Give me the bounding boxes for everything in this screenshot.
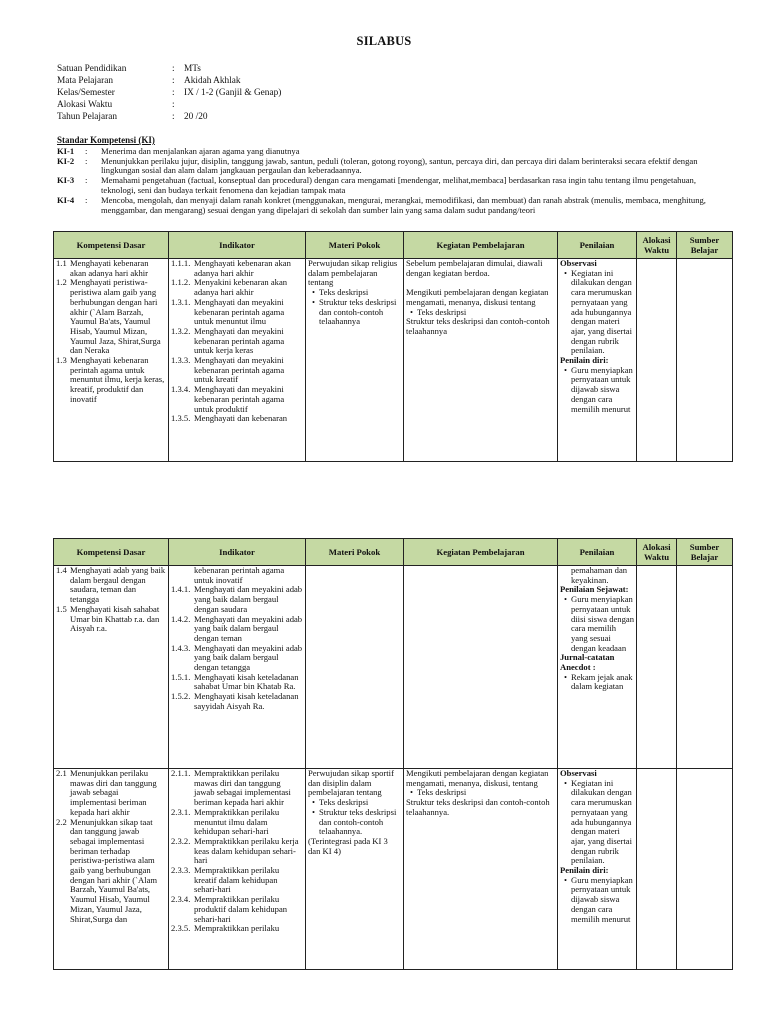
materi-item: • Struktur teks deskripsi dan contoh-contoh telaahannya. [308, 808, 401, 837]
meta-label: Satuan Pendidikan [57, 64, 127, 74]
indikator-item: 1.5.1. Menghayati kisah keteladanan sahabat Umar bin Khatab Ra. [171, 671, 299, 692]
penilaian-item: • Rekam jejak anak dalam kegiatan [560, 673, 634, 692]
header-kegiatan: Kegiatan Pembelajaran [404, 232, 558, 259]
alokasi-cell [637, 259, 677, 462]
bullet-icon: • [563, 594, 567, 605]
table-header-row [54, 539, 733, 566]
indikator-item: 1.4.3. Menghayati dan meyakini adab yang baik dalam bergaul dengan tetangga [171, 642, 303, 673]
kd-item: 1.5 Menghayati kisah sahabat Umar bin Khattab r.a. dan Aisyah r.a. [56, 603, 160, 634]
table-row [54, 259, 733, 462]
materi-cell [306, 259, 404, 462]
meta-label: Tahun Pelajaran [57, 111, 118, 122]
header-kompetensi-dasar: Kompetensi Dasar [54, 539, 169, 566]
meta-value: IX / 1-2 (Ganjil & Genap) [184, 87, 282, 98]
indikator-item: 2.3.5. Mempraktikkan perilaku [171, 923, 280, 934]
penilaian-heading: Penilain diri: [560, 355, 609, 366]
ki-text: Memahami pengetahuan (factual, konseptual dan procedural) dengan cara mengamati [mendengar, melihat,membaca] berdasarkan rasa ingin tahu tentang ilmu pengetahuan, teknologi, seni dan budaya terkait fenomena dan kejadian tampak mata [101, 175, 697, 195]
bullet-icon: • [311, 797, 315, 808]
document-title: SILABUS [356, 34, 412, 48]
penilaian-heading: Penilain diri: [560, 865, 609, 876]
meta-value: 20 /20 [184, 111, 208, 122]
sumber-cell [677, 259, 733, 462]
meta-row-mapel [57, 76, 281, 88]
kegiatan-text: Mengikuti pembelajaran dengan kegiatan mengamati, menanya, diskusi tentang [406, 287, 549, 307]
ki-colon: : [85, 145, 88, 156]
materi-item: • Struktur teks deskripsi dan contoh-contoh telaahannya [308, 298, 401, 327]
ki-text: Mencoba, mengolah, dan menyaji dalam ranah konkret (menggunakan, mengurai, merangkai, memodifikasi, dan membuat) dan ranah abstrak (menulis, membaca, menghitung, menggambar, dan mengarang) sesuai dengan yang dipelajari di sekolah dan sumber lain yang sama dalam sudut pandang/teori [101, 194, 706, 215]
ki-row [57, 196, 732, 216]
alokasi-cell [637, 566, 677, 769]
indikator-item: 1.3.1. Menghayati dan meyakini kebenaran perintah agama untuk menuntut ilmu [171, 296, 285, 327]
meta-value: MTs [184, 64, 201, 74]
header-indikator: Indikator [169, 232, 306, 259]
kd-cell [54, 566, 169, 769]
indikator-item: 1.1.2. Menyakini kebenaran akan adanya hari akhir [171, 277, 288, 298]
meta-row-alokasi [57, 100, 281, 112]
indikator-item: 1.4.2. Menghayati dan meyakini adab yang baik dalam bergaul dengan teman [171, 613, 303, 643]
bullet-icon: • [311, 296, 315, 307]
materi-cell [306, 769, 404, 970]
kegiatan-cell [404, 259, 558, 462]
header-penilaian: Penilaian [558, 232, 637, 259]
kegiatan-text: Struktur teks deskripsi dan contoh-contoh telaahannya. [406, 797, 550, 817]
kegiatan-text: Mengikuti pembelajaran dengan kegiatan mengamati, menanya, diskusi, tentang [406, 768, 549, 788]
indikator-cell [169, 769, 306, 970]
table-row [54, 769, 733, 970]
materi-cell [306, 566, 404, 769]
materi-intro: Perwujudan sikap religius dalam pembelajaran tentang [308, 258, 398, 288]
ki-row [57, 157, 732, 177]
ki-colon: : [85, 194, 88, 205]
ki-text: Menunjukkan perilaku jujur, disiplin, tanggung jawab, santun, peduli (toleran, gotong royong), santun, percaya diri, dan percaya diri dalam berinteraksi secara efektif dengan lingkungan sosial dan alam dalam jangkauan pergaulan dan keberadaannya. [101, 155, 698, 176]
meta-row-kelas [57, 88, 281, 100]
kd-cell [54, 769, 169, 970]
header-kompetensi-dasar: Kompetensi Dasar [54, 232, 169, 259]
kegiatan-text: Sebelum pembelajaran dimulai, diawali dengan kegiatan berdoa. [406, 258, 543, 278]
header-kegiatan: Kegiatan Pembelajaran [404, 539, 558, 566]
indikator-item: 2.3.4. Mempraktikkan perilaku produktif dalam kehidupan sehari-hari [171, 894, 288, 924]
kegiatan-item: • Teks deskripsi [406, 308, 555, 318]
indikator-item: 2.3.1. Mempraktikkan perilaku menuntut ilmu dalam kehidupan sehari-hari [171, 806, 280, 837]
ki-code: KI-3 [57, 175, 75, 186]
ki-colon: : [85, 155, 88, 166]
header-sumber: Sumber Belajar [677, 539, 733, 566]
meta-row-satuan [57, 64, 281, 76]
header-alokasi: Alokasi Waktu [637, 232, 677, 259]
sumber-cell [677, 566, 733, 769]
meta-colon: : [172, 111, 175, 122]
indikator-item: 1.3.2. Menghayati dan meyakini kebenaran perintah agama untuk kerja keras [171, 325, 285, 356]
meta-row-tahun [57, 112, 281, 124]
indikator-item: 1.1.1. Menghayati kebenaran akan adanya hari akhir [171, 258, 291, 278]
header-materi-pokok: Materi Pokok [306, 539, 404, 566]
indikator-item: 2.3.2. Mempraktikkan perilaku kerja keas dalam kehidupan sehari-hari [171, 835, 299, 866]
header-alokasi: Alokasi Waktu [637, 539, 677, 566]
meta-value: Akidah Akhlak [184, 75, 241, 86]
ki-colon: : [85, 175, 88, 186]
meta-colon: : [172, 64, 175, 74]
kd-item: 2.1 Menunjukkan perilaku mawas diri dan tanggung jawab sebagai implementasi beriman kepada hari akhir [56, 768, 157, 817]
bullet-icon: • [563, 671, 567, 682]
penilaian-item: • Guru menyiapkan pernyataan untuk dijawab siswa dengan cara memilih menurut [560, 366, 634, 415]
sk-heading: Standar Kompetensi (KI) [57, 135, 155, 145]
penilaian-heading: Observasi [560, 768, 597, 778]
identity-block [57, 64, 281, 124]
standar-kompetensi [57, 136, 732, 215]
indikator-item: 1.3.5. Menghayati dan kebenaran [171, 413, 288, 424]
penilaian-cell [558, 769, 637, 970]
meta-label: Mata Pelajaran [57, 75, 114, 86]
indikator-item: 2.1.1. Mempraktikkan perilaku mawas diri dan tanggung jawab sebagai implementasi beriman kepada hari akhir [171, 768, 291, 808]
indikator-cell [169, 259, 306, 462]
penilaian-heading: Observasi [560, 258, 597, 268]
penilaian-item: • Guru menyiapkan pernyataan untuk dijawab siswa dengan cara memilih menurut [560, 876, 634, 925]
kd-item: 1.2 Menghayati peristiwa-peristiwa alam gaib yang berhubungan dengan hari akhir (`Alam Barzah, Yaumul Ba'ats, Yaumul Hisab, Yaumul Mizan, Yaumul Jaza, Shirat,Surga dan Neraka [56, 277, 161, 356]
bullet-icon: • [563, 874, 567, 885]
penilaian-item: • Guru menyiapkan pernyataan untuk diisi siswa dengan cara memilih yang sesuai dengan keadaan [560, 595, 634, 653]
penilaian-cell [558, 566, 637, 769]
header-indikator: Indikator [169, 539, 306, 566]
materi-item: • Teks deskripsi [308, 798, 401, 808]
penilaian-heading: Jurnal-catatan Anecdot : [560, 652, 615, 673]
bullet-icon: • [311, 287, 315, 298]
bullet-icon: • [311, 806, 315, 817]
kegiatan-text: Struktur teks deskripsi dan contoh-contoh telaahannya [406, 316, 550, 336]
penilaian-cell [558, 259, 637, 462]
kd-item: 1.1 Menghayati kebenaran akan adanya hari akhir [56, 258, 149, 278]
ki-code: KI-1 [57, 145, 75, 156]
indikator-continued: kebenaran perintah agama untuk inovatif [194, 565, 285, 585]
bullet-icon: • [563, 777, 567, 788]
materi-item: • Teks deskripsi [308, 288, 401, 298]
kd-item: 1.4 Menghayati adab yang baik dalam bergaul dengan saudara, teman dan tetangga [56, 565, 166, 605]
ki-row [57, 176, 732, 196]
penilaian-continued: pemahaman dan keyakinan. [571, 565, 628, 585]
bullet-icon: • [563, 267, 567, 278]
indikator-item: 2.3.3. Mempraktikkan perilaku kreatif dalam kehidupan sehari-hari [171, 865, 280, 895]
table-row [54, 566, 733, 769]
bullet-icon: • [563, 364, 567, 375]
ki-code: KI-2 [57, 155, 75, 166]
bullet-icon: • [409, 306, 413, 317]
indikator-item: 1.5.2. Menghayati kisah keteladanan sayyidah Aisyah Ra. [171, 691, 299, 711]
ki-code: KI-4 [57, 194, 75, 205]
kd-item: 2.2 Menunjukkan sikap taat dan tanggung jawab sebagai implementasi beriman terhadap peristiwa-peristiwa alam gaib yang berhubungan dengan hari akhir (`Alam Barzah, Yaumul Ba'ats, Yaumul Hisab, Yaumul Mizan, Yaumul Jaza, Shirat,Surga dan [56, 816, 158, 924]
header-penilaian: Penilaian [558, 539, 637, 566]
kd-item: 1.3 Menghayati kebenaran perintah agama untuk menuntut ilmu, kerja keras, kreatif, produktif dan inovatif [56, 355, 165, 404]
kegiatan-cell [404, 769, 558, 970]
materi-note: (Terintegrasi pada KI 3 dan KI 4) [308, 835, 388, 856]
kd-cell [54, 259, 169, 462]
penilaian-item: • Kegiatan ini dilakukan dengan cara merumuskan pernyataan yang ada hubungannya dengan materi ajar, yang disertai dengan rubrik penilaian. [560, 269, 634, 356]
indikator-item: 1.3.4. Menghayati dan meyakini kebenaran perintah agama untuk produktif [171, 384, 285, 414]
meta-colon: : [172, 75, 175, 86]
sumber-cell [677, 769, 733, 970]
ki-text: Menerima dan menjalankan ajaran agama yang dianutnya [101, 145, 300, 156]
syllabus-table-2 [53, 538, 733, 970]
indikator-item: 1.4.1. Menghayati dan meyakini adab yang baik dalam bergaul dengan saudara [171, 584, 303, 614]
meta-colon: : [172, 99, 175, 110]
header-materi-pokok: Materi Pokok [306, 232, 404, 259]
bullet-icon: • [409, 787, 413, 798]
indikator-item: 1.3.3. Menghayati dan meyakini kebenaran perintah agama untuk kreatif [171, 355, 285, 385]
penilaian-item: • Kegiatan ini dilakukan dengan cara merumuskan pernyataan yang ada hubungannya dengan materi ajar, yang disertai dengan rubrik penilaian. [560, 779, 634, 866]
kegiatan-item: • Teks deskripsi [406, 788, 555, 798]
meta-label: Alokasi Waktu [57, 99, 113, 110]
table-header-row [54, 232, 733, 259]
meta-colon: : [172, 87, 175, 98]
header-sumber: Sumber Belajar [677, 232, 733, 259]
syllabus-table-1 [53, 231, 733, 462]
meta-label: Kelas/Semester [57, 87, 115, 98]
penilaian-heading: Penilaian Sejawat: [560, 584, 629, 595]
indikator-cell [169, 566, 306, 769]
kegiatan-cell [404, 566, 558, 769]
materi-intro: Perwujudan sikap sportif dan disiplin dalam pembelajaran tentang [308, 768, 394, 798]
alokasi-cell [637, 769, 677, 970]
